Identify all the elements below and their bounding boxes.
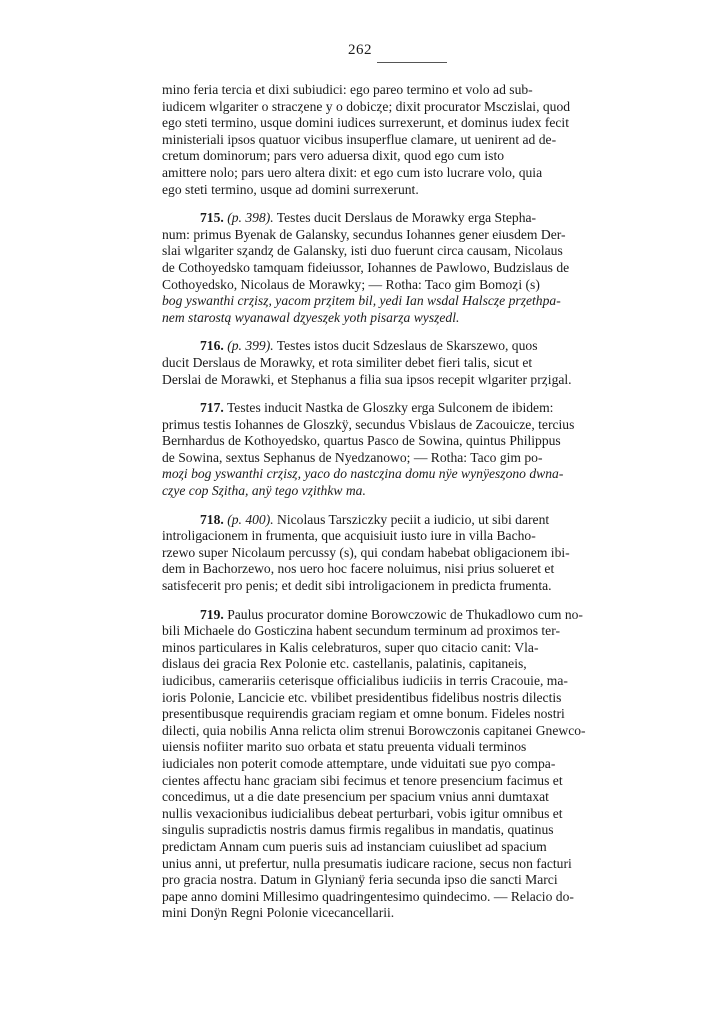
text-line: Derslai de Morawki, et Stephanus a filia sua ipsos recepit wlgariter prȥigal. <box>162 371 572 387</box>
text-line: de Cothoyedsko tamquam fideiussor, Iohannes de Pawlowo, Budzislaus de <box>162 259 570 275</box>
document-body <box>162 82 682 934</box>
page-reference: (p. 398). <box>227 210 274 226</box>
text-line: dilecti, quia nobilis Anna relicta olim strenui Borowczonis capitanei Gnewco- <box>162 722 586 738</box>
text-line: Testes istos ducit Sdzeslaus de Skarszewo, quos <box>276 338 538 354</box>
entry-719 <box>162 607 682 922</box>
entry-number: 716. <box>200 338 224 354</box>
text-line: iudicibus, camerariis ceterisque officialibus iudiciis in terris Cracouie, ma- <box>162 673 568 688</box>
text-line: ego steti termino, usque domini iudices surrexerunt, et dominus iudex fecit <box>162 115 569 131</box>
text-line: ministeriali ipsos quatuor vicibus insuperflue clamare, ut uenirent ad de- <box>162 131 557 147</box>
page-number-rule <box>377 62 447 63</box>
page-number: 262 <box>348 42 372 58</box>
text-line: Bernhardus de Kothoyedsko, quartus Pasco de Sowina, quintus Philippus <box>162 433 561 449</box>
entry-number: 715. <box>200 210 224 226</box>
text-line: pro gracia nostra. Datum in Glynianÿ feria secunda ipso die sancti Marci <box>162 872 558 888</box>
text-line: uiensis nofiiter marito suo orbata et statu preuenta viduali terminos <box>162 739 527 755</box>
text-line: iudicem wlgariter o stracȥene y o dobicȥe; dixit procurator Msczislai, quod <box>162 98 571 114</box>
text-line: satisfecerit pro penis; et dedit sibi introligacionem in predicta frumenta. <box>162 578 552 594</box>
text-line: rzewo super Nicolaum percussy (s), qui condam habebat obligacionem ibi- <box>162 544 570 560</box>
text-line: Testes inducit Nastka de Gloszky erga Sulconem de ibidem: <box>226 400 554 416</box>
text-line: iudiciales non poterit comode attemptare, unde viduitati sue pyo compa- <box>162 755 556 771</box>
text-line: Nicolaus Tarsziczky peciit a iudicio, ut sibi darent <box>277 511 550 527</box>
text-line: predictam Annam cum pueris suis ad instanciam cuiuslibet ad spacium <box>162 838 547 854</box>
text-line: de Sowina, sextus Sephanus de Nyedzanowo; — Rotha: Taco gim po- <box>162 449 543 465</box>
text-line: cȥye cop Sȥitha, anÿ tego vȥithkw ma. <box>162 483 366 499</box>
text-line: Paulus procurator domine Borowczowic de Thukadlowo cum no- <box>227 606 583 622</box>
entry-number: 717. <box>200 400 224 416</box>
entry-number: 718. <box>200 511 224 527</box>
text-line: singulis supradictis nostris damus firmis regalibus in mandatis, quatinus <box>162 822 554 838</box>
text-line: primus testis Iohannes de Gloszkÿ, secundus Vbislaus de Zacouicze, tercius <box>162 416 575 432</box>
text-line: slai wlgariter sȥandȥ de Galansky, isti duo fuerunt circa causam, Nicolaus <box>162 243 563 259</box>
text-line: introligacionem in frumenta, que acquisiuit iusto iure in villa Bacho- <box>162 528 536 544</box>
entry-718 <box>162 512 682 595</box>
entry-715 <box>162 210 682 326</box>
text-line: mino feria tercia et dixi subiudici: ego pareo termino et volo ad sub- <box>162 82 533 97</box>
text-line: presentibusque requirendis graciam regiam et omne bonum. Fideles nostri <box>162 706 565 722</box>
text-line: ego steti termino, usque ad domini surrexerunt. <box>162 181 419 197</box>
text-line: Testes ducit Derslaus de Morawky erga Stepha- <box>276 210 537 226</box>
text-line: cientes affectu hanc graciam sibi fecimus et tenore presencium facimus et <box>162 772 563 788</box>
text-line: nem starostą wyanawal dȥyesȥek yoth pisarȥa wysȥedl. <box>162 309 460 325</box>
text-line: cretum dominorum; pars vero aduersa dixit, quod ego cum isto <box>162 148 505 164</box>
text-line: concedimus, ut a die date presencium per spacium vnius anni dumtaxat <box>162 789 549 805</box>
text-line: unius anni, ut prefertur, nulla presumatis iudicare racione, secus non facturi <box>162 855 572 871</box>
text-line: num: primus Byenak de Galansky, secundus Iohannes gener eiusdem Der- <box>162 226 566 242</box>
paragraph-continuation <box>162 82 682 198</box>
text-line: dislaus dei gracia Rex Polonie etc. castellanis, palatinis, capitaneis, <box>162 656 527 672</box>
text-line: minos particulares in Kalis celebraturos, super quo citacio canit: Vla- <box>162 639 539 655</box>
text-line: moȥi bog yswanthi crȥisȥ, yaco do nastcȥina domu nÿe wynÿesȥono dwna- <box>162 466 564 482</box>
text-line: nullis vexacionibus iudicialibus debeat perturbari, vobis igitur omnibus et <box>162 805 563 821</box>
text-line: bili Michaele do Gosticzina habent secundum terminum ad proximos ter- <box>162 623 560 639</box>
page-reference: (p. 400). <box>227 511 274 527</box>
text-line: bog yswanthi crȥisȥ, yacom prȥitem bil, yedi Ian wsdal Halscȥe prȥethpa- <box>162 293 561 309</box>
text-line: dem in Bachorzewo, nos uero hoc facere noluimus, nisi prius solueret et <box>162 561 555 577</box>
text-line: ioris Polonie, Lancicie etc. vbilibet presidentibus fidelibus nostris dilectis <box>162 689 562 705</box>
entry-number: 719. <box>200 606 224 622</box>
page-reference: (p. 399). <box>227 338 274 354</box>
text-line: mini Donÿn Regni Polonie vicecancellarii. <box>162 905 395 921</box>
text-line: amittere nolo; pars uero altera dixit: et ego cum isto lucrare volo, quia <box>162 164 543 180</box>
entry-716 <box>162 338 682 388</box>
text-line: Cothoyedsko, Nicolaus de Morawky; — Rotha: Taco gim Bomoȥi (s) <box>162 276 540 292</box>
entry-717 <box>162 400 682 500</box>
text-line: ducit Derslaus de Morawky, et rota similiter debet fieri talis, sicut et <box>162 354 533 370</box>
text-line: pape anno domini Millesimo quadringentesimo quindecimo. — Relacio do- <box>162 888 574 904</box>
